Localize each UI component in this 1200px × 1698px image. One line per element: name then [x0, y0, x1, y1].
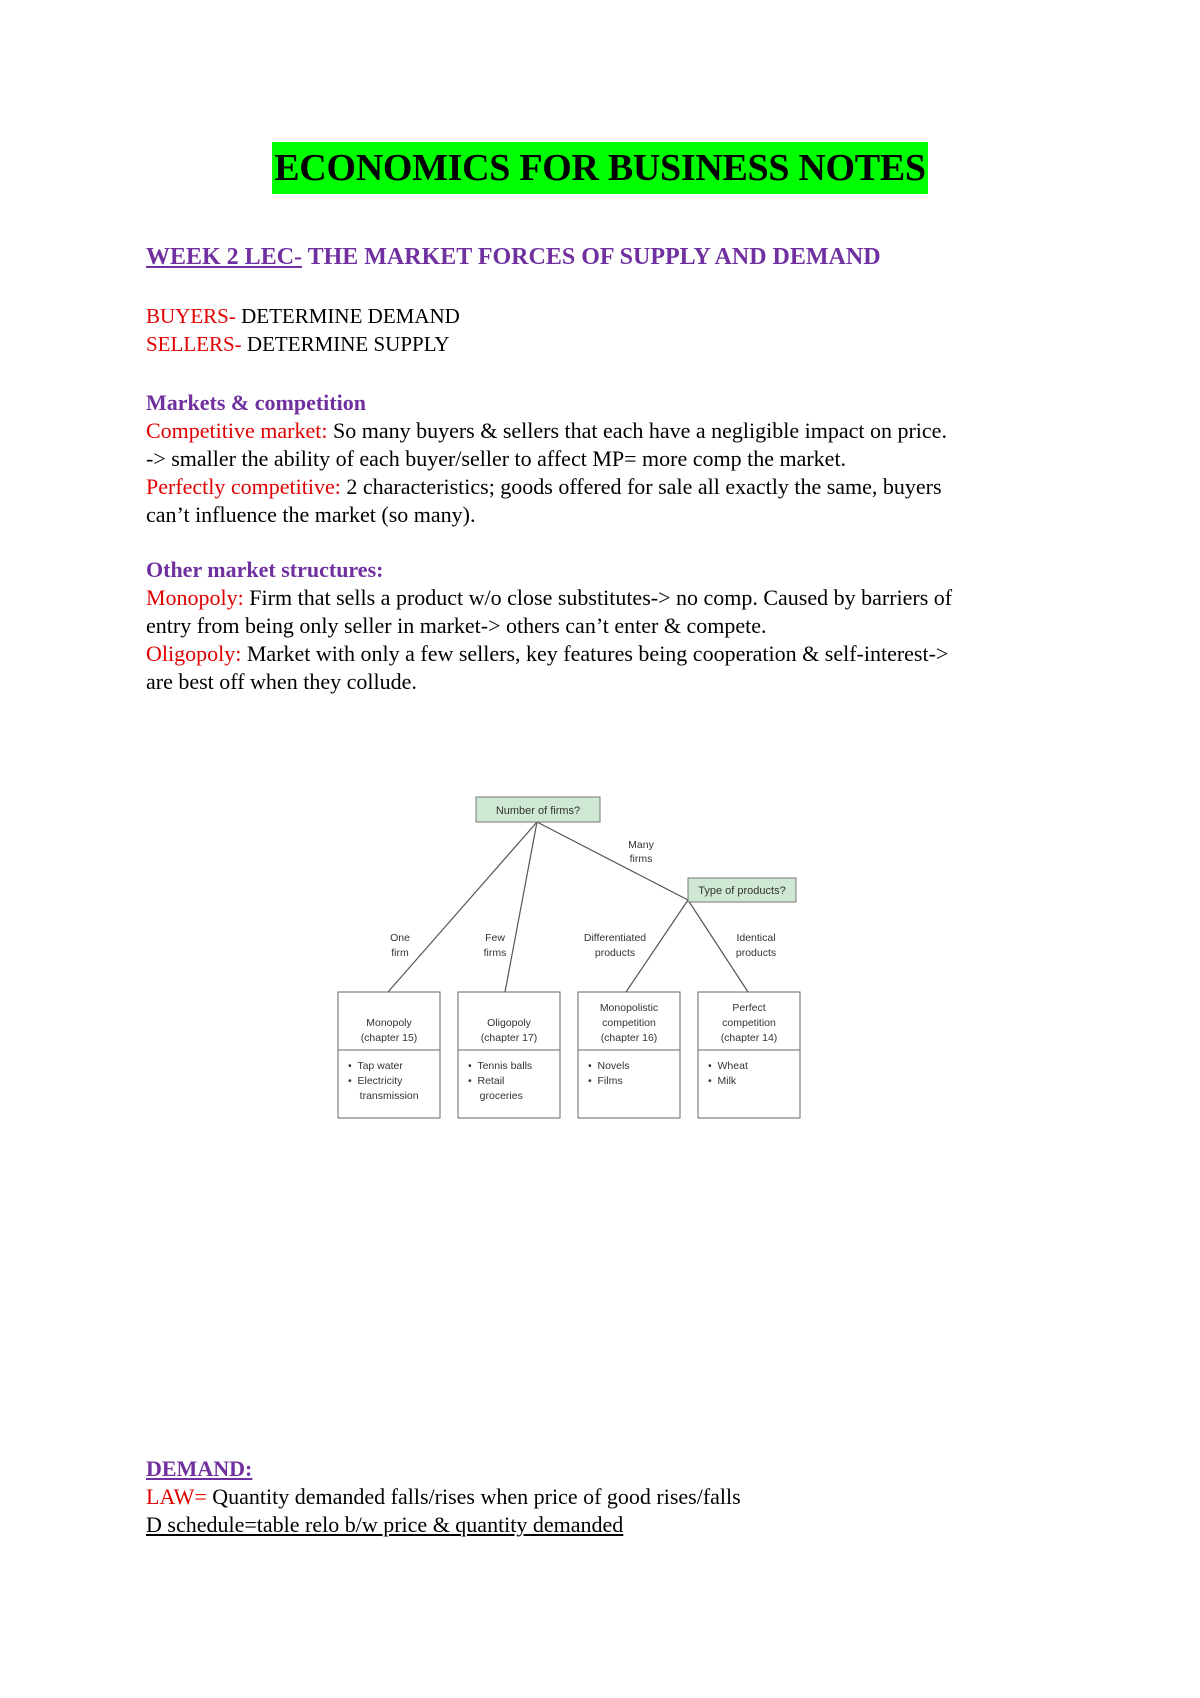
few-firms-label-1: Few [485, 932, 505, 944]
monopolistic-box [578, 992, 680, 1118]
monopoly-box-item-2: • Electricity [348, 1075, 403, 1087]
perfect-box-title-2: competition [722, 1017, 776, 1029]
one-firm-label-1: One [390, 932, 410, 944]
oligopoly-box [458, 992, 560, 1118]
law-line [146, 1483, 741, 1511]
perfect-box-item-1: • Wheat [708, 1060, 748, 1072]
week-heading-rest: THE MARKET FORCES OF SUPPLY AND DEMAND [302, 244, 881, 270]
identical-label-2: products [735, 947, 777, 959]
monopolistic-box-item-2: • Films [588, 1075, 623, 1087]
other-structures-heading: Other market structures: [146, 557, 384, 582]
connector-many-firms [537, 822, 688, 900]
markets-heading: Markets & competition [146, 390, 366, 415]
monopoly-box-item-3: transmission [348, 1090, 419, 1102]
connector-one-firm [388, 822, 537, 992]
many-firms-label-1: Many [628, 839, 654, 851]
sellers-text: DETERMINE SUPPLY [241, 332, 450, 356]
competitive-label: Competitive market: [146, 418, 328, 443]
perfect-box-item-2: • Milk [708, 1075, 737, 1087]
connector-few-firms [505, 822, 537, 992]
oligopoly-box-item-1: • Tennis balls [468, 1060, 533, 1072]
monopolistic-box-item-1: • Novels [588, 1060, 630, 1072]
monopoly-box-item-1: • Tap water [348, 1060, 403, 1072]
sellers-label: SELLERS- [146, 332, 242, 356]
many-firms-label-2: firms [629, 853, 653, 865]
competitive-text: So many buyers & sellers that each have a negligible impact on price. [327, 418, 947, 443]
oligopoly-label: Oligopoly: [146, 641, 242, 666]
law-label: LAW= [146, 1484, 207, 1509]
differentiated-label-2: products [594, 947, 636, 959]
perfect-label: Perfectly competitive: [146, 474, 341, 499]
buyers-text: DETERMINE DEMAND [235, 304, 460, 328]
monopoly-box-title-1: Monopoly [366, 1017, 412, 1029]
diagram-connectors [388, 822, 748, 992]
demand-heading: DEMAND: [146, 1456, 253, 1481]
buyers-label: BUYERS- [146, 304, 236, 328]
connector-differentiated [626, 900, 688, 992]
identical-label-1: Identical [736, 932, 776, 944]
perfect-box-title-1: Perfect [732, 1002, 766, 1014]
monopolistic-box-title-1: Monopolistic [599, 1002, 659, 1014]
oligopoly-line-2: are best off when they collude. [146, 669, 417, 694]
competitive-line-2: -> smaller the ability of each buyer/seller to affect MP= more comp the market. [146, 446, 847, 471]
oligopoly-box-item-3: groceries [468, 1090, 523, 1102]
one-firm-label-2: firm [391, 947, 409, 959]
type-node-label: Type of products? [698, 885, 786, 897]
oligopoly-box-item-2: • Retail [468, 1075, 505, 1087]
connector-identical [688, 900, 748, 992]
schedule-line: D schedule=table relo b/w price & quantity demanded [146, 1512, 624, 1537]
monopolistic-box-title-3: (chapter 16) [600, 1032, 658, 1044]
law-text: Quantity demanded falls/rises when price of good rises/falls [206, 1484, 741, 1509]
monopolistic-box-title-2: competition [602, 1017, 656, 1029]
monopoly-box-title-2: (chapter 15) [360, 1032, 418, 1044]
perfect-box-title-3: (chapter 14) [720, 1032, 778, 1044]
monopoly-line-2: entry from being only seller in market-> others can’t enter & compete. [146, 613, 767, 638]
perfect-line-2: can’t influence the market (so many). [146, 502, 476, 527]
week-heading-prefix: WEEK 2 LEC- [146, 244, 303, 270]
document-title: ECONOMICS FOR BUSINESS NOTES [272, 142, 927, 194]
oligopoly-text: Market with only a few sellers, key features being cooperation & self-interest-> [241, 641, 949, 666]
oligopoly-box-title-2: (chapter 17) [480, 1032, 538, 1044]
perfect-competition-box [698, 992, 800, 1118]
few-firms-label-2: firms [483, 947, 507, 959]
monopoly-text: Firm that sells a product w/o close substitutes-> no comp. Caused by barriers of [243, 585, 953, 610]
differentiated-label-1: Differentiated [583, 932, 647, 944]
oligopoly-box-title-1: Oligopoly [487, 1017, 531, 1029]
root-node-label: Number of firms? [495, 805, 581, 817]
monopoly-box [338, 992, 440, 1118]
monopoly-label: Monopoly: [146, 585, 244, 610]
perfect-text: 2 characteristics; goods offered for sale all exactly the same, buyers [340, 474, 942, 499]
